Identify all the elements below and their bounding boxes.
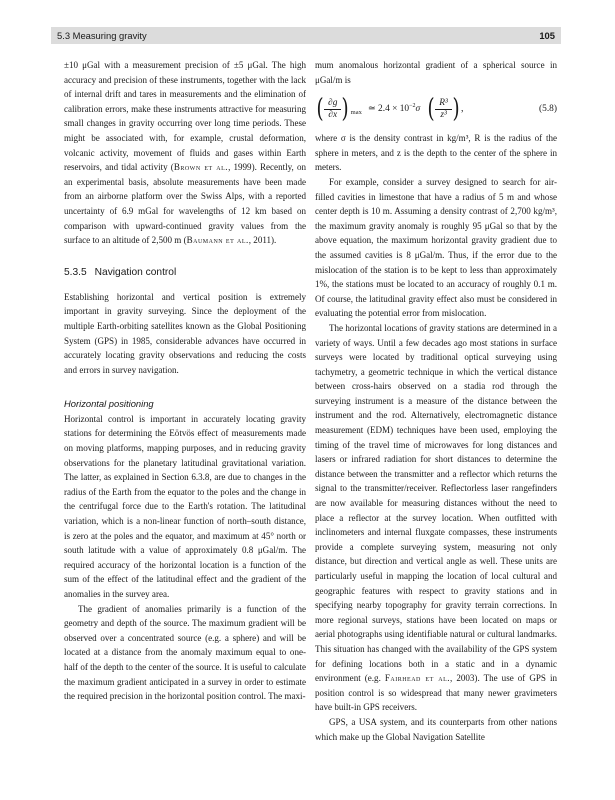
- section-label: 5.3 Measuring gravity: [57, 30, 147, 41]
- fraction-r3-z3: $\frac{\text{R³}}{\text{z³}}$: [437, 98, 450, 121]
- section-number: 5.3.5: [64, 266, 87, 278]
- citation[interactable]: Fairhead et al.: [384, 673, 451, 684]
- left-column: [64, 58, 306, 704]
- equation-number: (5.8): [539, 103, 557, 114]
- paragraph: Horizontal control is important in accurately locating gravity stations for determining the Eötvös effect of measurements made on moving platforms, mapping purposes, and in reducing gravity observations for the planetary latitudinal gravitational variation. The latter, as explained in Section 6.3.8, are due to changes in the radius of the Earth from the equator to the poles and the change in the centrifugal force due to the Earth's rotation. The latitudinal variation, which is a non-linear function of north–south distance, is zero at the poles and the equator, and maximum at 45° north or south latitude with a value of approximately 0.8 μGal/m. The required accuracy of the horizontal location is a function of the sum of the effect of the latitudinal effect and the gradient of the anomalies in the survey area.: [64, 413, 306, 599]
- citation[interactable]: Baumann et al.: [186, 235, 249, 246]
- right-column: [315, 58, 557, 744]
- paragraph: GPS, a USA system, and its counterparts from other nations which make up the Global Navigation Satellite: [315, 716, 557, 742]
- subsection-heading: Horizontal positioning: [64, 398, 154, 410]
- equation-body: ( $\frac{\partial g}{\partial x}$ ) max ≃ $2.4 \times 10^{-2}\sigma$ ( $\frac{\text{R³}}{\text{z³}}$ ) ,: [316, 94, 464, 125]
- paragraph: The horizontal locations of gravity stations are determined in a variety of ways. Until a few decades ago most stations in surface surveys were located by traditional optical surveying using tachymetry, a geometric technique in which the vertical distance between cross-hairs observed on a stadia rod through the surveying instrument is a measure of the distance between the instrument and the rod. Alternatively, electromagnetic distance measurement (EDM) techniques have been used, employing the timing of the travel time of microwaves for long distances and lasers or infrared radiation for short distances to determine the distance between the transmitter and a reflector which returns the signal to the transmitter/receiver. Reflectorless laser rangefinders are now available for measuring distances without the need to place a reflector at the survey location. When outfitted with inclinometers and internal fluxgate compasses, these instruments provide a complete surveying system, measuring not only distance, but direction and vertical angle as well. These units are particularly useful in mapping the location of local cultural and geographic features with respect to gravity stations and in specifying nearby topography for gravity terrain corrections. In more regional surveys, stations have been located on maps or aerial photographs using identifiable natural or cultural landmarks. This situation has changed with the availability of the GPS system for defining locations both in a static and in a dynamic environment (e.g. Fairhead et al., 2003). The use of GPS in position control is so widespread that many newer gravimeters have built-in GPS receivers.: [315, 322, 557, 713]
- section-heading: [64, 266, 306, 280]
- equation-5-8: [315, 89, 557, 129]
- fraction-dg-dx: $\frac{\partial g}{\partial x}$: [326, 98, 339, 121]
- paragraph: Establishing horizontal and vertical position is extremely important in gravity surveying. Since the deployment of the multiple Earth-orbiting satellites known as the Global Positioning System (GPS) in 1985, considerable advances have occurred in accurately locating gravity observations and reducing the costs and errors in survey navigation.: [64, 291, 306, 375]
- section-title: Navigation control: [94, 266, 177, 278]
- page-number: 105: [539, 30, 555, 41]
- citation[interactable]: Brown et al.: [173, 162, 229, 173]
- running-header: [51, 27, 561, 44]
- paragraph: mum anomalous horizontal gradient of a spherical source in μGal/m is: [315, 60, 557, 85]
- paragraph: where σ is the density contrast in kg/m³, R is the radius of the sphere in meters, and z is the depth to the center of the sphere in meters.: [315, 133, 557, 173]
- paragraph: ±10 μGal with a measurement precision of ±5 μGal. The high accuracy and precision of these instruments, together with the lack of internal drift and tares in measurements and the elimination of calibration errors, make these instruments attractive for measuring small changes in gravity occurring over long time periods. These might be associated with, for example, crustal deformation, volcanic activity, movement of fluids and gases within Earth reservoirs, and tidal activity (Brown et al., 1999). Recently, on an experimental basis, absolute measurements have been made from an airborne platform over the Swiss Alps, with a reported uncertainty of 6.9 mGal for wavelengths of 12 km based on comparison with upward-continued gravity values from the surface to an altitude of 2,500 m (Baumann et al., 2011).: [64, 60, 307, 246]
- paragraph: The gradient of anomalies primarily is a function of the geometry and depth of the source. The maximum gradient will be observed over a concentrated source (e.g. a sphere) and will be located at a distance from the anomaly maximum equal to one-half of the depth to the center of the source. It is useful to calculate the maximum gradient anticipated in a survey in order to estimate the required precision in the horizontal position control. The maxi-: [64, 603, 306, 702]
- paragraph: For example, consider a survey designed to search for air-filled cavities in limestone that have a radius of 5 m and whose center depth is 10 m. Assuming a density contrast of 2,700 kg/m³, the maximum gravity anomaly is roughly 95 μGal so that by the above equation, the maximum horizontal gravity gradient due to the assumed cavities is 8 μGal/m. Thus, if the error due to the mislocation of the station is to be kept to less than approximately 1%, the stations must be located to an accuracy of roughly 0.1 m. Of course, the latitudinal gravity effect also must be considered in evaluating the potential error from mislocation.: [315, 176, 557, 319]
